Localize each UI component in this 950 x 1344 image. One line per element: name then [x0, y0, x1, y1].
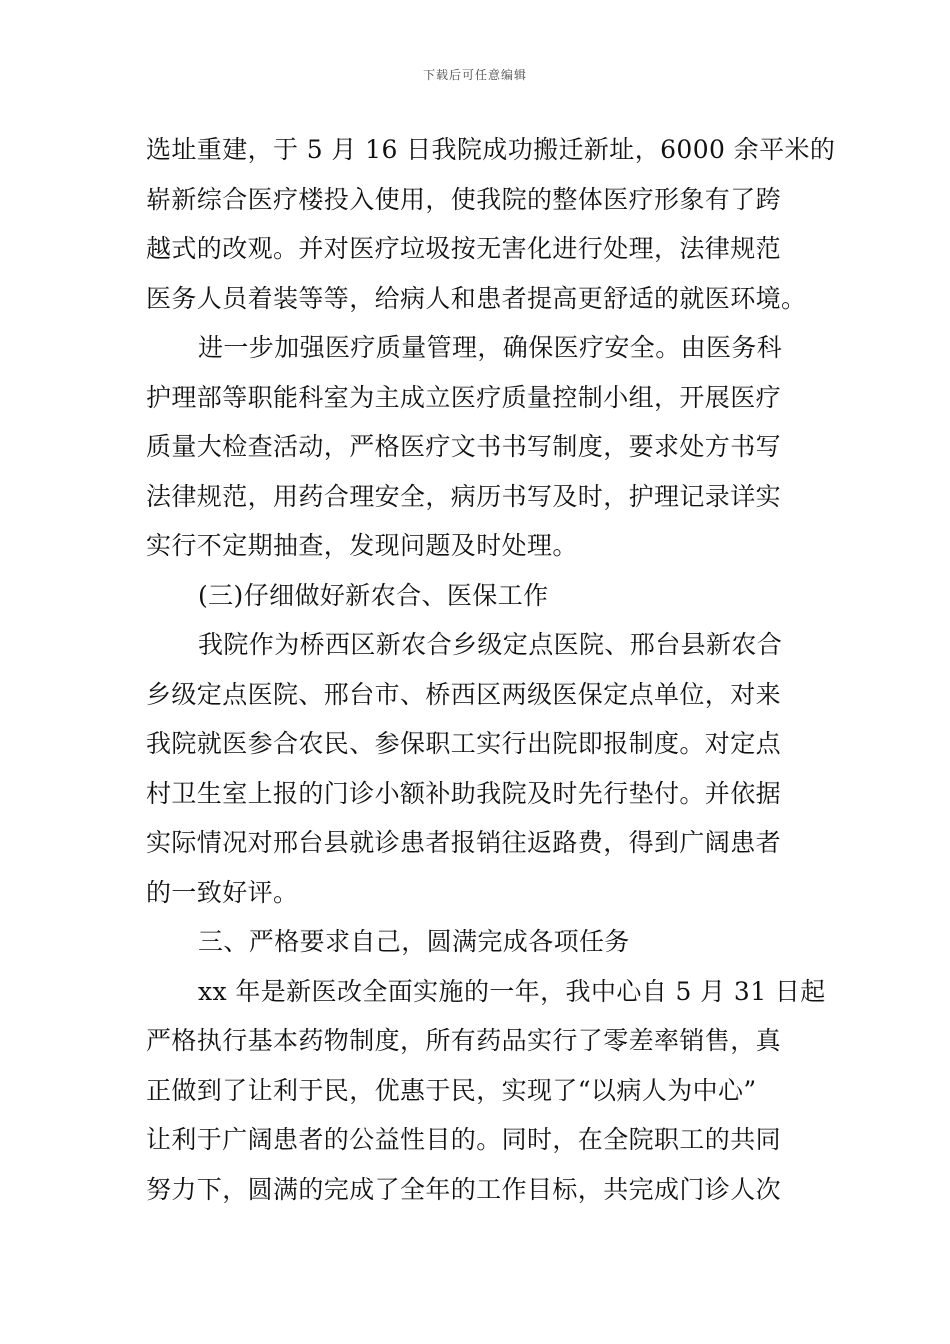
- text-line: 村卫生室上报的门诊小额补助我院及时先行垫付。并依据: [146, 778, 782, 808]
- text-line: 实行不定期抽查，发现问题及时处理。: [146, 531, 578, 560]
- text-line: 质量大检查活动，严格医疗文书书写制度，要求处方书写: [146, 432, 782, 461]
- text-line: 崭新综合医疗楼投入使用，使我院的整体医疗形象有了跨: [146, 184, 782, 214]
- section-heading: (三)仔细做好新农合、医保工作: [198, 580, 549, 610]
- document-body: [146, 125, 836, 1214]
- text-line: 努力下，圆满的完成了全年的工作目标，共完成门诊人次: [146, 1174, 782, 1204]
- text-line: 乡级定点医院、邢台市、桥西区两级医保定点单位，对来: [146, 679, 782, 709]
- text-line: 严格执行基本药物制度，所有药品实行了零差率销售，真: [146, 1026, 782, 1055]
- text-line: 护理部等职能科室为主成立医疗质量控制小组，开展医疗: [146, 382, 782, 412]
- text-line: 医务人员着装等等，给病人和患者提高更舒适的就医环境。: [146, 283, 807, 313]
- section-heading: 三、严格要求自己，圆满完成各项任务: [198, 927, 630, 956]
- text-line: 越式的改观。并对医疗垃圾按无害化进行处理，法律规范: [146, 234, 782, 263]
- text-line: 正做到了让利于民，优惠于民，实现了“以病人为中心”: [146, 1075, 757, 1105]
- paragraph-first-line: xx 年是新医改全面实施的一年，我中心自 5 月 31 日起: [198, 976, 826, 1006]
- text-line: 的一致好评。: [146, 877, 299, 907]
- text-line: 让利于广阔患者的公益性目的。同时，在全院职工的共同: [146, 1125, 782, 1154]
- paragraph-first-line: 我院作为桥西区新农合乡级定点医院、邢台县新农合: [198, 630, 783, 659]
- text-line: 我院就医参合农民、参保职工实行出院即报制度。对定点: [146, 729, 782, 758]
- text-line: 选址重建，于 5 月 16 日我院成功搬迁新址，6000 余平米的: [146, 135, 836, 164]
- text-line: 实际情况对邢台县就诊患者报销往返路费，得到广阔患者: [146, 828, 782, 857]
- text-line: 法律规范，用药合理安全，病历书写及时，护理记录详实: [146, 481, 782, 511]
- page-header: 下载后可任意编辑: [422, 68, 527, 82]
- paragraph-first-line: 进一步加强医疗质量管理，确保医疗安全。由医务科: [198, 333, 783, 362]
